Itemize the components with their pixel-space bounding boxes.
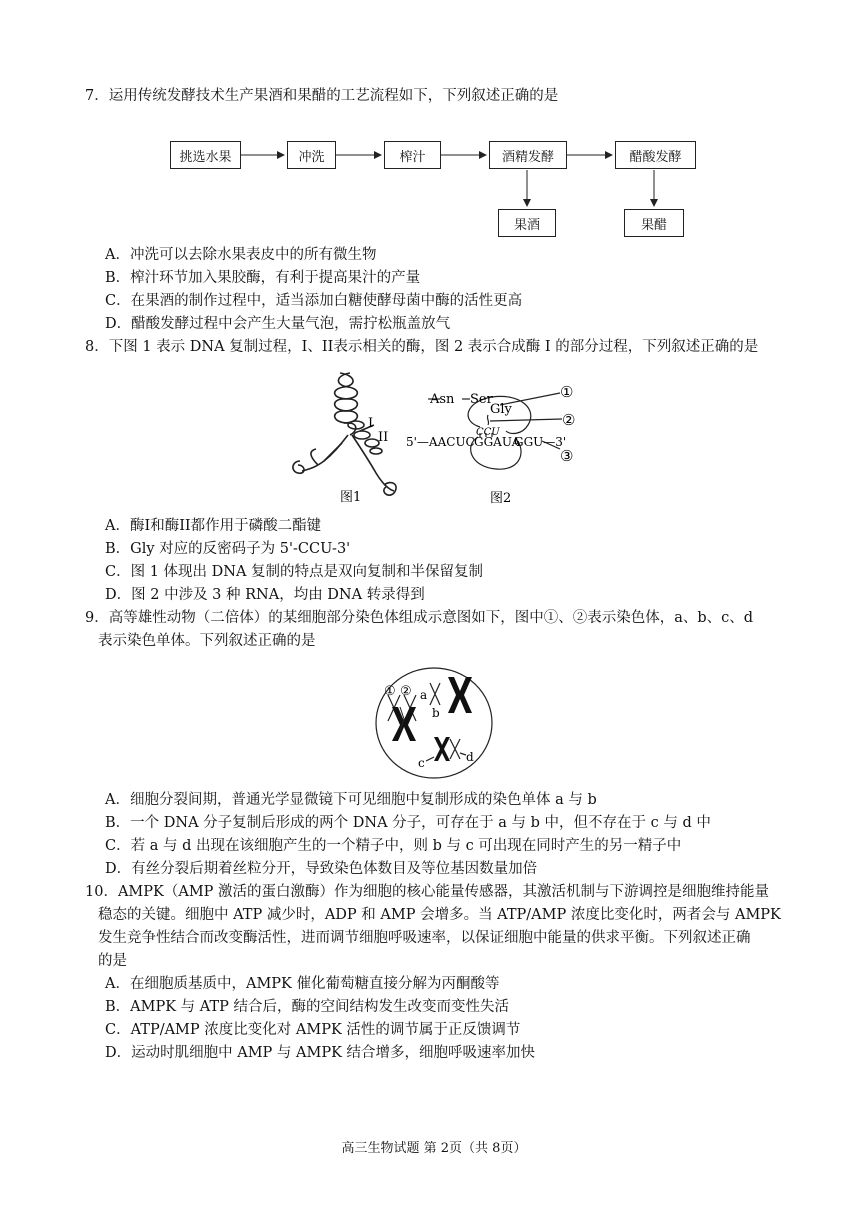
q7-option-c: C．在果酒的制作过程中，适当添加白糖使酵母菌中酶的活性更高 bbox=[105, 293, 523, 309]
fig2-peptide-asn: Asn bbox=[430, 392, 455, 407]
fig2-caption: 图2 bbox=[490, 491, 512, 506]
fig2-peptide-ser: Ser bbox=[470, 392, 493, 407]
q9-option-b: B．一个 DNA 分子复制后形成的两个 DNA 分子，可存在于 a 与 b 中，但不存在于 c 与 d 中 bbox=[105, 815, 711, 831]
q10-option-c: C．ATP/AMP 浓度比变化对 AMPK 活性的调节属于正反馈调节 bbox=[105, 1022, 521, 1038]
q9-stem-line-1: 9．高等雄性动物（二倍体）的某细胞部分染色体组成示意图如下，图中①、②表示染色体，a、b、c、d bbox=[85, 610, 754, 626]
flow-product-vinegar: 果醋 bbox=[624, 209, 684, 237]
q8-option-d: D．图 2 中涉及 3 种 RNA，均由 DNA 转录得到 bbox=[105, 587, 425, 603]
fig2-gly: Gly bbox=[490, 402, 512, 417]
fig2-mrna-right: GGU—3' bbox=[514, 435, 567, 449]
fig1-label-ii: II bbox=[378, 430, 389, 445]
cell-marker-2: ② bbox=[400, 684, 412, 699]
q10-option-b: B．AMPK 与 ATP 结合后，酶的空间结构发生改变而变性失活 bbox=[105, 999, 509, 1015]
q7-option-d: D．醋酸发酵过程中会产生大量气泡，需拧松瓶盖放气 bbox=[105, 316, 451, 332]
q8-figure-2 bbox=[400, 375, 600, 510]
fig2-mrna-mid: GGAUA bbox=[474, 435, 521, 449]
fig2-anticodon: CCU bbox=[476, 427, 500, 438]
fig2-mrna-left: 5'—AACUC bbox=[406, 435, 475, 449]
flow-product-wine: 果酒 bbox=[498, 209, 556, 237]
fig1-caption: 图1 bbox=[340, 490, 362, 505]
q8-figure-1 bbox=[280, 365, 410, 510]
q7-option-b: B．榨汁环节加入果胶酶，有利于提高果汁的产量 bbox=[105, 270, 421, 286]
q9-cell-figure bbox=[370, 665, 500, 785]
flow-step-4: 酒精发酵 bbox=[489, 141, 567, 169]
fig1-label-i: I bbox=[368, 416, 374, 431]
cell-marker-1: ① bbox=[384, 684, 396, 699]
cell-label-b: b bbox=[432, 706, 440, 720]
cell-label-c: c bbox=[418, 756, 425, 770]
flow-step-1: 挑选水果 bbox=[170, 141, 241, 169]
q8-option-a: A．酶I和酶II都作用于磷酸二酯键 bbox=[105, 518, 322, 534]
flow-step-5: 醋酸发酵 bbox=[615, 141, 696, 169]
cell-label-a: a bbox=[420, 688, 428, 702]
q10-stem-line-3: 发生竞争性结合而改变酶活性，进而调节细胞呼吸速率，以保证细胞中能量的供求平衡。下列叙述正确 bbox=[98, 930, 751, 946]
flow-step-2: 冲洗 bbox=[287, 141, 336, 169]
flow-step-3: 榨汁 bbox=[384, 141, 441, 169]
q9-stem-line-2: 表示染色单体。下列叙述正确的是 bbox=[98, 633, 316, 649]
q9-option-d: D．有丝分裂后期着丝粒分开，导致染色体数目及等位基因数量加倍 bbox=[105, 861, 538, 877]
q10-option-d: D．运动时肌细胞中 AMP 与 AMPK 结合增多，细胞呼吸速率加快 bbox=[105, 1045, 536, 1061]
fig2-marker-3: ③ bbox=[560, 447, 574, 465]
q9-option-a: A．细胞分裂间期，普通光学显微镜下可见细胞中复制形成的染色单体 a 与 b bbox=[105, 792, 597, 808]
q10-stem-line-1: 10．AMPK（AMP 激活的蛋白激酶）作为细胞的核心能量传感器，其激活机制与下游调控是细胞维持能量 bbox=[85, 884, 770, 900]
q10-stem-line-4: 的是 bbox=[98, 953, 127, 969]
q10-option-a: A．在细胞质基质中，AMPK 催化葡萄糖直接分解为丙酮酸等 bbox=[105, 976, 500, 992]
q9-option-c: C．若 a 与 d 出现在该细胞产生的一个精子中，则 b 与 c 可出现在同时产生的另一精子中 bbox=[105, 838, 682, 854]
q8-stem: 8．下图 1 表示 DNA 复制过程，I、II表示相关的酶，图 2 表示合成酶 I 的部分过程，下列叙述正确的是 bbox=[85, 339, 759, 355]
cell-label-d: d bbox=[466, 750, 474, 764]
fig2-marker-2: ② bbox=[562, 411, 576, 429]
q10-stem-line-2: 稳态的关键。细胞中 ATP 减少时，ADP 和 AMP 会增多。当 ATP/AMP 浓度比变化时，两者会与 AMPK bbox=[98, 907, 781, 923]
q7-stem: 7．运用传统发酵技术生产果酒和果醋的工艺流程如下，下列叙述正确的是 bbox=[85, 88, 559, 104]
q8-option-b: B．Gly 对应的反密码子为 5'-CCU-3' bbox=[105, 541, 351, 557]
q7-flow-arrows bbox=[0, 0, 868, 250]
fig2-marker-1: ① bbox=[560, 383, 574, 401]
q7-option-a: A．冲洗可以去除水果表皮中的所有微生物 bbox=[105, 247, 377, 263]
q8-option-c: C．图 1 体现出 DNA 复制的特点是双向复制和半保留复制 bbox=[105, 564, 484, 580]
page-footer: 高三生物试题 第 2页（共 8页） bbox=[341, 1141, 527, 1156]
